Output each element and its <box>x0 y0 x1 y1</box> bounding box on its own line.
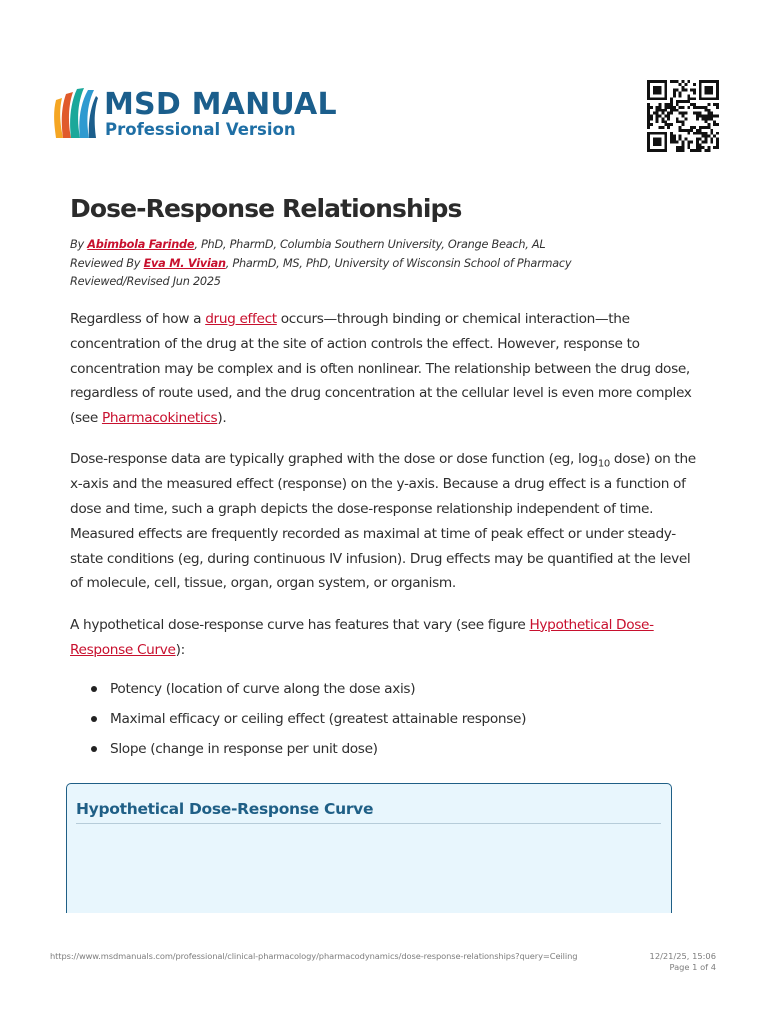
footer-datetime: 12/21/25, 15:06 <box>649 951 716 961</box>
byline <box>70 236 710 292</box>
article-body <box>70 307 705 767</box>
logo-title: MSD MANUAL <box>104 87 337 122</box>
bullet-icon <box>91 716 97 722</box>
author-details: , PhD, PharmD, Columbia Southern University, Orange Beach, AL <box>194 238 546 251</box>
paragraph-text: A hypothetical dose-response curve has features that vary (see figure <box>70 616 526 633</box>
figure-box[interactable] <box>66 783 672 913</box>
bullet-icon <box>91 686 97 692</box>
author-line <box>70 236 710 255</box>
footer-url: https://www.msdmanuals.com/professional/clinical-pharmacology/pharmacodynamics/dose-response-relationships?query=Ceiling <box>50 951 578 961</box>
list-item-text: Slope (change in response per unit dose) <box>110 740 378 757</box>
reviewer-link[interactable]: Eva M. Vivian <box>143 256 226 270</box>
figure-link[interactable]: Hypothetical Dose-Response Curve <box>70 616 654 658</box>
msd-manual-logo[interactable] <box>50 86 350 144</box>
paragraph <box>70 613 705 663</box>
paragraph-text: Regardless of how a <box>70 311 202 327</box>
list-item-text: Potency (location of curve along the dose axis) <box>110 680 416 697</box>
logo-subtitle: Professional Version <box>105 120 296 139</box>
reviewer-details: , PharmD, MS, PhD, University of Wisconsin School of Pharmacy <box>225 256 572 270</box>
msd-logo-icon <box>50 86 100 142</box>
log-subscript: 10 <box>597 459 610 471</box>
reviewed-by-prefix: Reviewed By <box>70 256 141 270</box>
drug-effect-link[interactable]: drug effect <box>205 311 277 327</box>
footer-page-number: Page 1 of 4 <box>669 962 716 972</box>
paragraph-text: occurs—through binding or chemical interaction—the concentration of the drug at the site of action controls the effect. However, response to concentration may be complex and is often nonlinear. The relationship between the drug dose, regardless of route used, and the drug concentration at the cellular level is even more complex (see <box>70 311 692 427</box>
paragraph <box>70 307 705 431</box>
paragraph-text: Dose-response data are typically graphed with the dose or dose function (eg, log <box>70 451 598 468</box>
page-title: Dose-Response Relationships <box>70 194 462 223</box>
list-item <box>70 677 705 707</box>
author-link[interactable]: Abimbola Farinde <box>87 238 195 251</box>
list-item <box>70 737 705 767</box>
list-item <box>70 707 705 737</box>
paragraph-text: dose) on the x-axis and the measured effect (response) on the y-axis. Because a drug effect is a function of dose and time, such a graph depicts the dose-response relationship independent of time. Measured effects are frequently recorded as maximal at time of peak effect or under steady-state conditions (eg, during continuous IV infusion). Drug effects may be quantified at the level of molecule, cell, tissue, organ, organ system, or organism. <box>70 451 696 592</box>
reviewer-line <box>70 255 710 274</box>
paragraph-text: ). <box>217 410 227 427</box>
pharmacokinetics-link[interactable]: Pharmacokinetics <box>101 410 218 427</box>
feature-list <box>70 677 705 767</box>
list-item-text: Maximal efficacy or ceiling effect (greatest attainable response) <box>110 710 527 727</box>
revised-date: Reviewed/Revised Jun 2025 <box>70 275 221 289</box>
figure-divider <box>76 823 661 824</box>
qr-code-icon <box>647 80 719 152</box>
by-prefix: By <box>70 238 84 251</box>
figure-title: Hypothetical Dose-Response Curve <box>76 800 374 818</box>
bullet-icon <box>91 746 97 752</box>
paragraph-text: ): <box>175 641 185 658</box>
paragraph <box>70 447 705 596</box>
